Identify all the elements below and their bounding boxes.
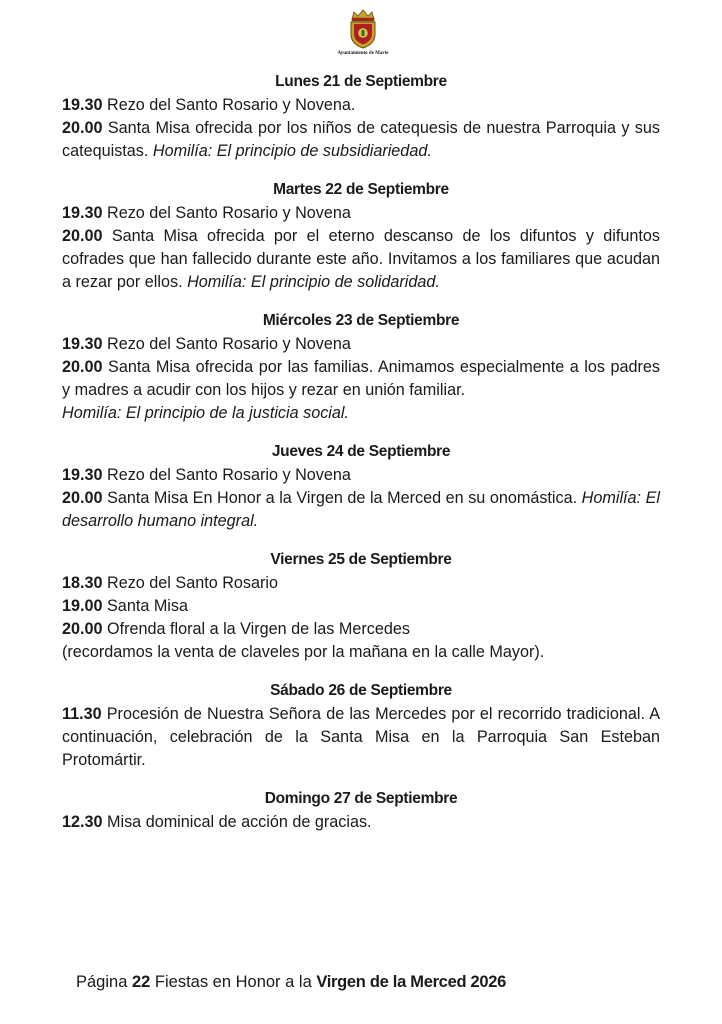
page-footer [76, 973, 506, 992]
entry-homily: Homilía: El principio de solidaridad. [187, 273, 440, 291]
day-title: Miércoles 23 de Septiembre [262, 312, 460, 329]
day-section [62, 550, 660, 664]
entry-text: Santa Misa ofrecida por los niños de catequesis de nuestra Parroquia y sus catequistas. [62, 119, 660, 160]
page-number: 22 [131, 973, 151, 991]
entry-time: 11.30 [62, 705, 102, 723]
entry-note: (recordamos la venta de claveles por la mañana en la calle Mayor). [62, 643, 545, 661]
schedule-entry [62, 595, 660, 618]
schedule-entry [62, 464, 660, 487]
footer-prefix: Página [76, 973, 132, 991]
day-title: Lunes 21 de Septiembre [275, 73, 447, 90]
schedule-entry [62, 487, 660, 533]
day-section [62, 180, 660, 294]
entry-time: 20.00 [62, 119, 103, 137]
entry-homily: Homilía: El desarrollo humano integral. [62, 489, 660, 530]
day-section [62, 311, 660, 425]
schedule-entry [62, 811, 660, 834]
logo-caption: Ayuntamiento de Marte [337, 51, 389, 56]
day-section [62, 72, 660, 163]
entry-text: Procesión de Nuestra Señora de las Mercedes por el recorrido tradicional. A continuación, celebración de la Santa Misa en la Parroquia San Esteban Protomártir. [62, 705, 660, 769]
schedule-entry [62, 202, 660, 225]
coat-of-arms-icon [346, 8, 380, 50]
day-title: Jueves 24 de Septiembre [271, 443, 451, 460]
day-section [62, 789, 660, 834]
schedule-entry [62, 333, 660, 356]
schedule-entry [62, 618, 660, 664]
schedule-entry [62, 356, 660, 425]
entry-time: 19.30 [62, 204, 103, 222]
day-section [62, 681, 660, 772]
footer-middle: Fiestas en Honor a la [150, 973, 317, 991]
entry-time: 20.00 [62, 620, 103, 638]
schedule-entry [62, 572, 660, 595]
entry-text: Rezo del Santo Rosario y Novena. [102, 96, 356, 114]
day-title: Martes 22 de Septiembre [273, 181, 449, 198]
schedule [62, 72, 660, 851]
entry-homily: Homilía: El principio de la justicia social. [62, 404, 349, 422]
entry-text: Rezo del Santo Rosario y Novena [102, 204, 351, 222]
entry-text: Santa Misa [102, 597, 188, 615]
day-section [62, 442, 660, 533]
entry-text: Rezo del Santo Rosario [102, 574, 278, 592]
entry-time: 20.00 [62, 489, 103, 507]
entry-time: 19.30 [62, 335, 103, 353]
logo [336, 8, 390, 64]
entry-time: 18.30 [62, 574, 103, 592]
entry-time: 19.00 [62, 597, 103, 615]
entry-time: 19.30 [62, 96, 103, 114]
entry-time: 12.30 [62, 813, 103, 831]
entry-time: 20.00 [62, 358, 103, 376]
entry-text: Rezo del Santo Rosario y Novena [102, 466, 351, 484]
schedule-entry [62, 703, 660, 772]
entry-time: 20.00 [62, 227, 103, 245]
entry-text: Santa Misa ofrecida por las familias. Animamos especialmente a los padres y madres a acudir con los hijos y rezar en unión familiar. [62, 358, 660, 399]
entry-text: Rezo del Santo Rosario y Novena [102, 335, 351, 353]
entry-time: 19.30 [62, 466, 103, 484]
day-title: Viernes 25 de Septiembre [270, 551, 452, 568]
schedule-entry [62, 94, 660, 117]
day-title: Sábado 26 de Septiembre [270, 682, 452, 699]
schedule-entry [62, 225, 660, 294]
entry-text: Ofrenda floral a la Virgen de las Mercedes [102, 620, 410, 638]
entry-text: Santa Misa En Honor a la Virgen de la Merced en su onomástica. [102, 489, 582, 507]
entry-text: Misa dominical de acción de gracias. [102, 813, 372, 831]
day-title: Domingo 27 de Septiembre [264, 790, 458, 807]
entry-text: Santa Misa ofrecida por el eterno descanso de los difuntos y difuntos cofrades que han fallecido durante este año. Invitamos a los familiares que acudan a rezar por ellos. [62, 227, 660, 291]
entry-homily: Homilía: El principio de subsidiariedad. [152, 142, 432, 160]
schedule-entry [62, 117, 660, 163]
footer-highlight: Virgen de la Merced 2026 [316, 973, 507, 991]
